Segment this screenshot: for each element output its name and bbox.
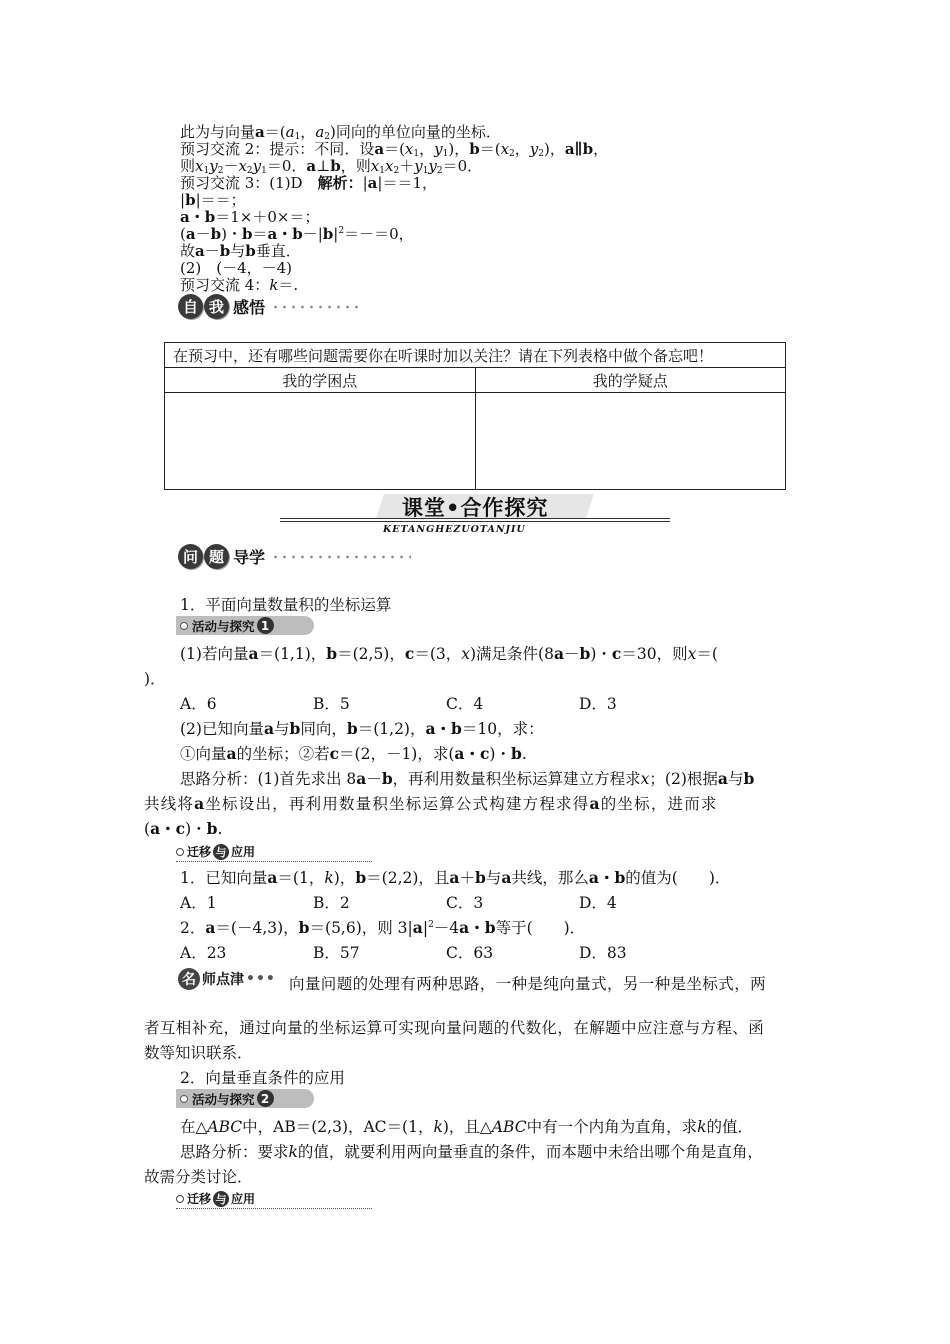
analysis-line: 思路分析：(1)首先求出 8a－b，再利用数量积坐标运算建立方程求x；(2)根据a与b: [180, 769, 755, 788]
question-line: ①向量a的坐标；②若c＝(2，－1)，求(a・c)・b.: [180, 744, 527, 763]
bullet-icon: [176, 1195, 184, 1203]
analysis-line: 共线将a坐标设出，再利用数量积坐标运算公式构建方程求得a的坐标，进而求: [144, 794, 718, 813]
text-line: 则$x_1y_2-x_2y_1=0$．a⊥b，则$x_1x_2+y_1y_2=0$．: [180, 157, 483, 176]
activity-pill-2: 活动与探究 2: [176, 1089, 314, 1108]
option-d: D．4: [579, 894, 617, 912]
banner-label: 感悟: [233, 298, 266, 317]
dotted-rule: [176, 861, 372, 862]
text-line: 预习交流 4：k＝.: [180, 276, 299, 294]
note-line: 数等知识联系．: [144, 1044, 253, 1062]
text-line: 故a－b与b垂直．: [180, 242, 301, 260]
option-d: D．3: [579, 695, 617, 713]
banner-char: 我: [204, 294, 229, 319]
option-b: B．2: [313, 894, 350, 912]
banner-dots: [271, 305, 361, 309]
note-line: 向量问题的处理有两种思路，一种是纯向量式，另一种是坐标式，两: [289, 975, 767, 993]
text-line: |b|＝＝；: [180, 191, 246, 209]
banner-label: 导学: [233, 548, 266, 567]
question-line: )．: [144, 670, 166, 688]
bullet-icon: [180, 1095, 188, 1103]
bullet-icon: [176, 848, 184, 856]
option-b: B．57: [313, 944, 360, 962]
memo-table: [164, 342, 786, 490]
memo-col-doubt: 我的学疑点: [475, 368, 786, 393]
exercise-line: 2．a＝(－4,3)，b＝(5,6)，则 $3|a|^2-4a$・b等于( )．: [180, 918, 586, 937]
text-line: (a－b)・b＝a・$b-|b|^2=-=0$，: [180, 225, 414, 243]
transfer-label-2: 迁移 与 应用: [176, 1190, 255, 1207]
text-line: 预习交流 2：提示：不同．设$a=(x_1$，$y_1$)，$b=(x_2$，$y_2$)，a∥b，: [180, 140, 609, 159]
banner-char: 题: [204, 544, 229, 569]
teacher-note-tag: 名 师点津 •••: [178, 968, 276, 990]
section-title-ketang: 课堂•合作探究: [402, 496, 549, 520]
text-line: 预习交流 3：(1)D 解析：|a|＝＝1，: [180, 174, 438, 192]
banner-char: 问: [178, 544, 203, 569]
activity-pill-1: 活动与探究 1: [176, 616, 314, 635]
question-line: (1)若向量a＝(1,1)，b＝(2,5)，c＝(3，x)满足条件(8a－b)・c＝30，则x＝(: [180, 644, 718, 663]
text-line: a・b＝1×＋0×＝；: [180, 208, 320, 226]
analysis-line: (a・c)・b.: [144, 819, 223, 838]
option-a: A．6: [180, 695, 217, 713]
exercise-line: 1．已知向量a＝(1，k)，b＝(2,2)，且a＋b与a共线，那么a・b的值为( )．: [180, 868, 731, 887]
text-line: 此为与向量$a=(a_1$，$a_2$)同向的单位向量的坐标．: [180, 123, 501, 142]
analysis-line: 思路分析：要求k的值，就要利用两向量垂直的条件，而本题中未给出哪个角是直角，: [180, 1143, 763, 1161]
memo-cell-doubt[interactable]: [475, 393, 786, 490]
section-banner-ziwo: [178, 294, 361, 319]
option-b: B．5: [313, 695, 350, 713]
text-line: (2) (－4，－4): [180, 259, 293, 277]
section-title-pinyin: KETANGHEZUOTANJIU: [383, 524, 526, 535]
option-d: D．83: [579, 944, 627, 962]
option-a: A．23: [180, 944, 227, 962]
section-banner-wenti: [178, 544, 411, 569]
memo-cell-difficulty[interactable]: [165, 393, 476, 490]
question-line: (2)已知向量a与b同向，b＝(1,2)，a・b＝10，求：: [180, 719, 544, 738]
option-c: C．4: [446, 695, 484, 713]
option-c: C．63: [446, 944, 494, 962]
analysis-line: 故需分类讨论．: [144, 1168, 253, 1186]
dotted-rule: [176, 1208, 372, 1209]
problem-line: 在△ABC中，AB＝(2,3)，AC＝(1，k)，且△ABC中有一个内角为直角，求k的值．: [180, 1118, 753, 1136]
memo-col-difficulty: 我的学困点: [165, 368, 476, 393]
option-a: A．1: [180, 894, 217, 912]
transfer-label-1: 迁移 与 应用: [176, 843, 255, 860]
option-c: C．3: [446, 894, 484, 912]
banner-char: 自: [178, 294, 203, 319]
subsection-heading: 1．平面向量数量积的坐标运算: [180, 596, 392, 614]
memo-header: 在预习中，还有哪些问题需要你在听课时加以关注？请在下列表格中做个备忘吧！: [165, 343, 786, 368]
note-line: 者互相补充，通过向量的坐标运算可实现向量问题的代数化，在解题中应注意与方程、函: [144, 1019, 765, 1037]
bullet-icon: [180, 622, 188, 630]
banner-dots: [271, 555, 411, 559]
subsection-heading: 2．向量垂直条件的应用: [180, 1069, 345, 1087]
